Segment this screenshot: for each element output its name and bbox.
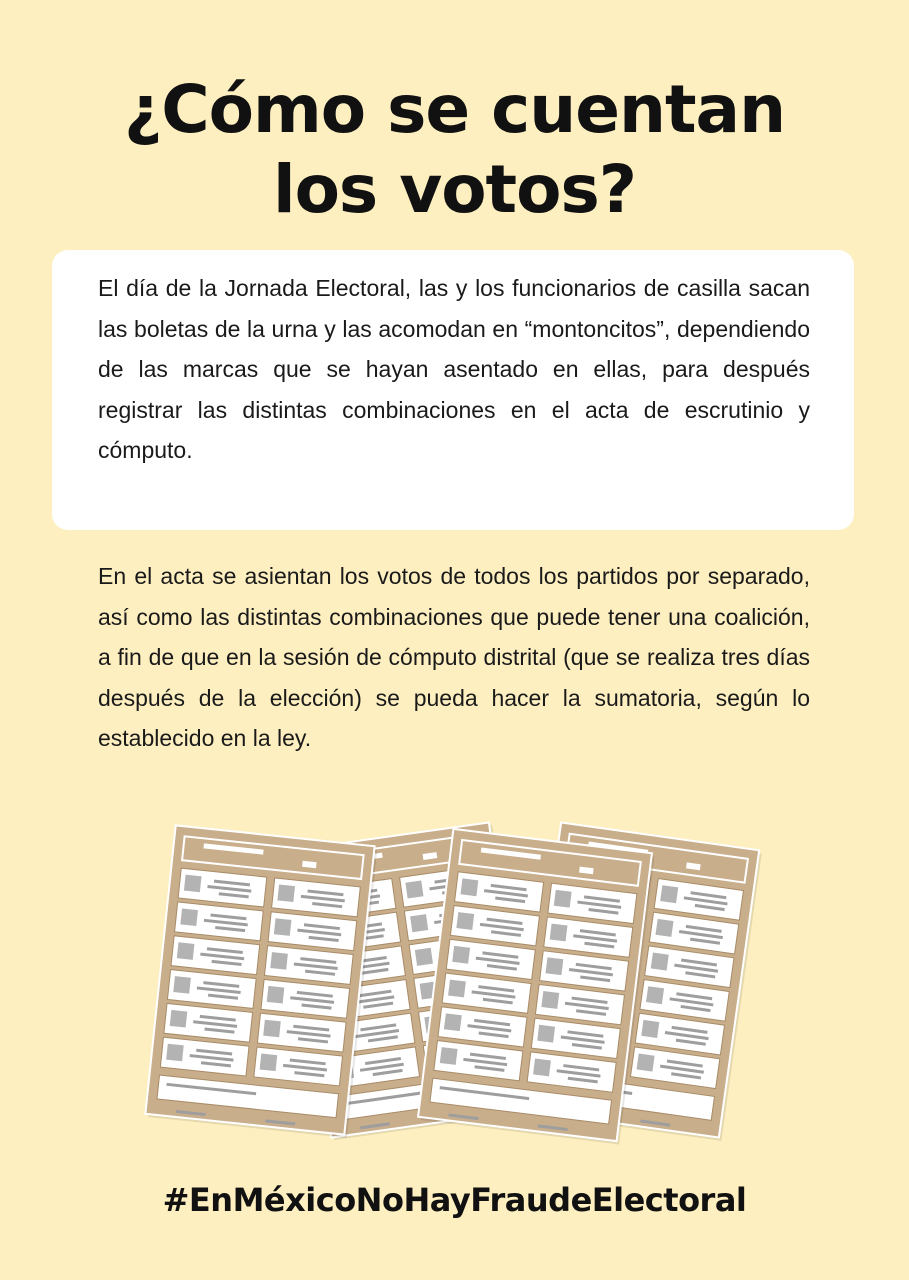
page-title [0,70,909,230]
page-title-line1: ¿Cómo se cuentan [123,71,786,148]
page-title-line2: los votos? [272,151,637,228]
hashtag: #EnMéxicoNoHayFraudeElectoral [162,1181,747,1219]
body-paragraph: En el acta se asientan los votos de todos los partidos por separado, así como las distintas combinaciones que puede tener una coalición, a fin de que en la sesión de cómputo distrital (que se realiza tres días después de la elección) se pueda hacer la sumatoria, según lo establecido en la ley. [98,563,810,751]
ballot-sheet-3 [418,829,655,1145]
ballot-sheets-illustration [120,810,800,1160]
info-card [52,250,854,530]
info-card-text: El día de la Jornada Electoral, las y los funcionarios de casilla sacan las boletas de la urna y las acomodan en “montoncitos”, dependiendo de las marcas que se hayan asentado en ellas, para después registrar las distintas combinaciones en el acta de escrutinio y cómputo. [98,275,810,463]
ballot-sheet-1 [145,825,378,1138]
